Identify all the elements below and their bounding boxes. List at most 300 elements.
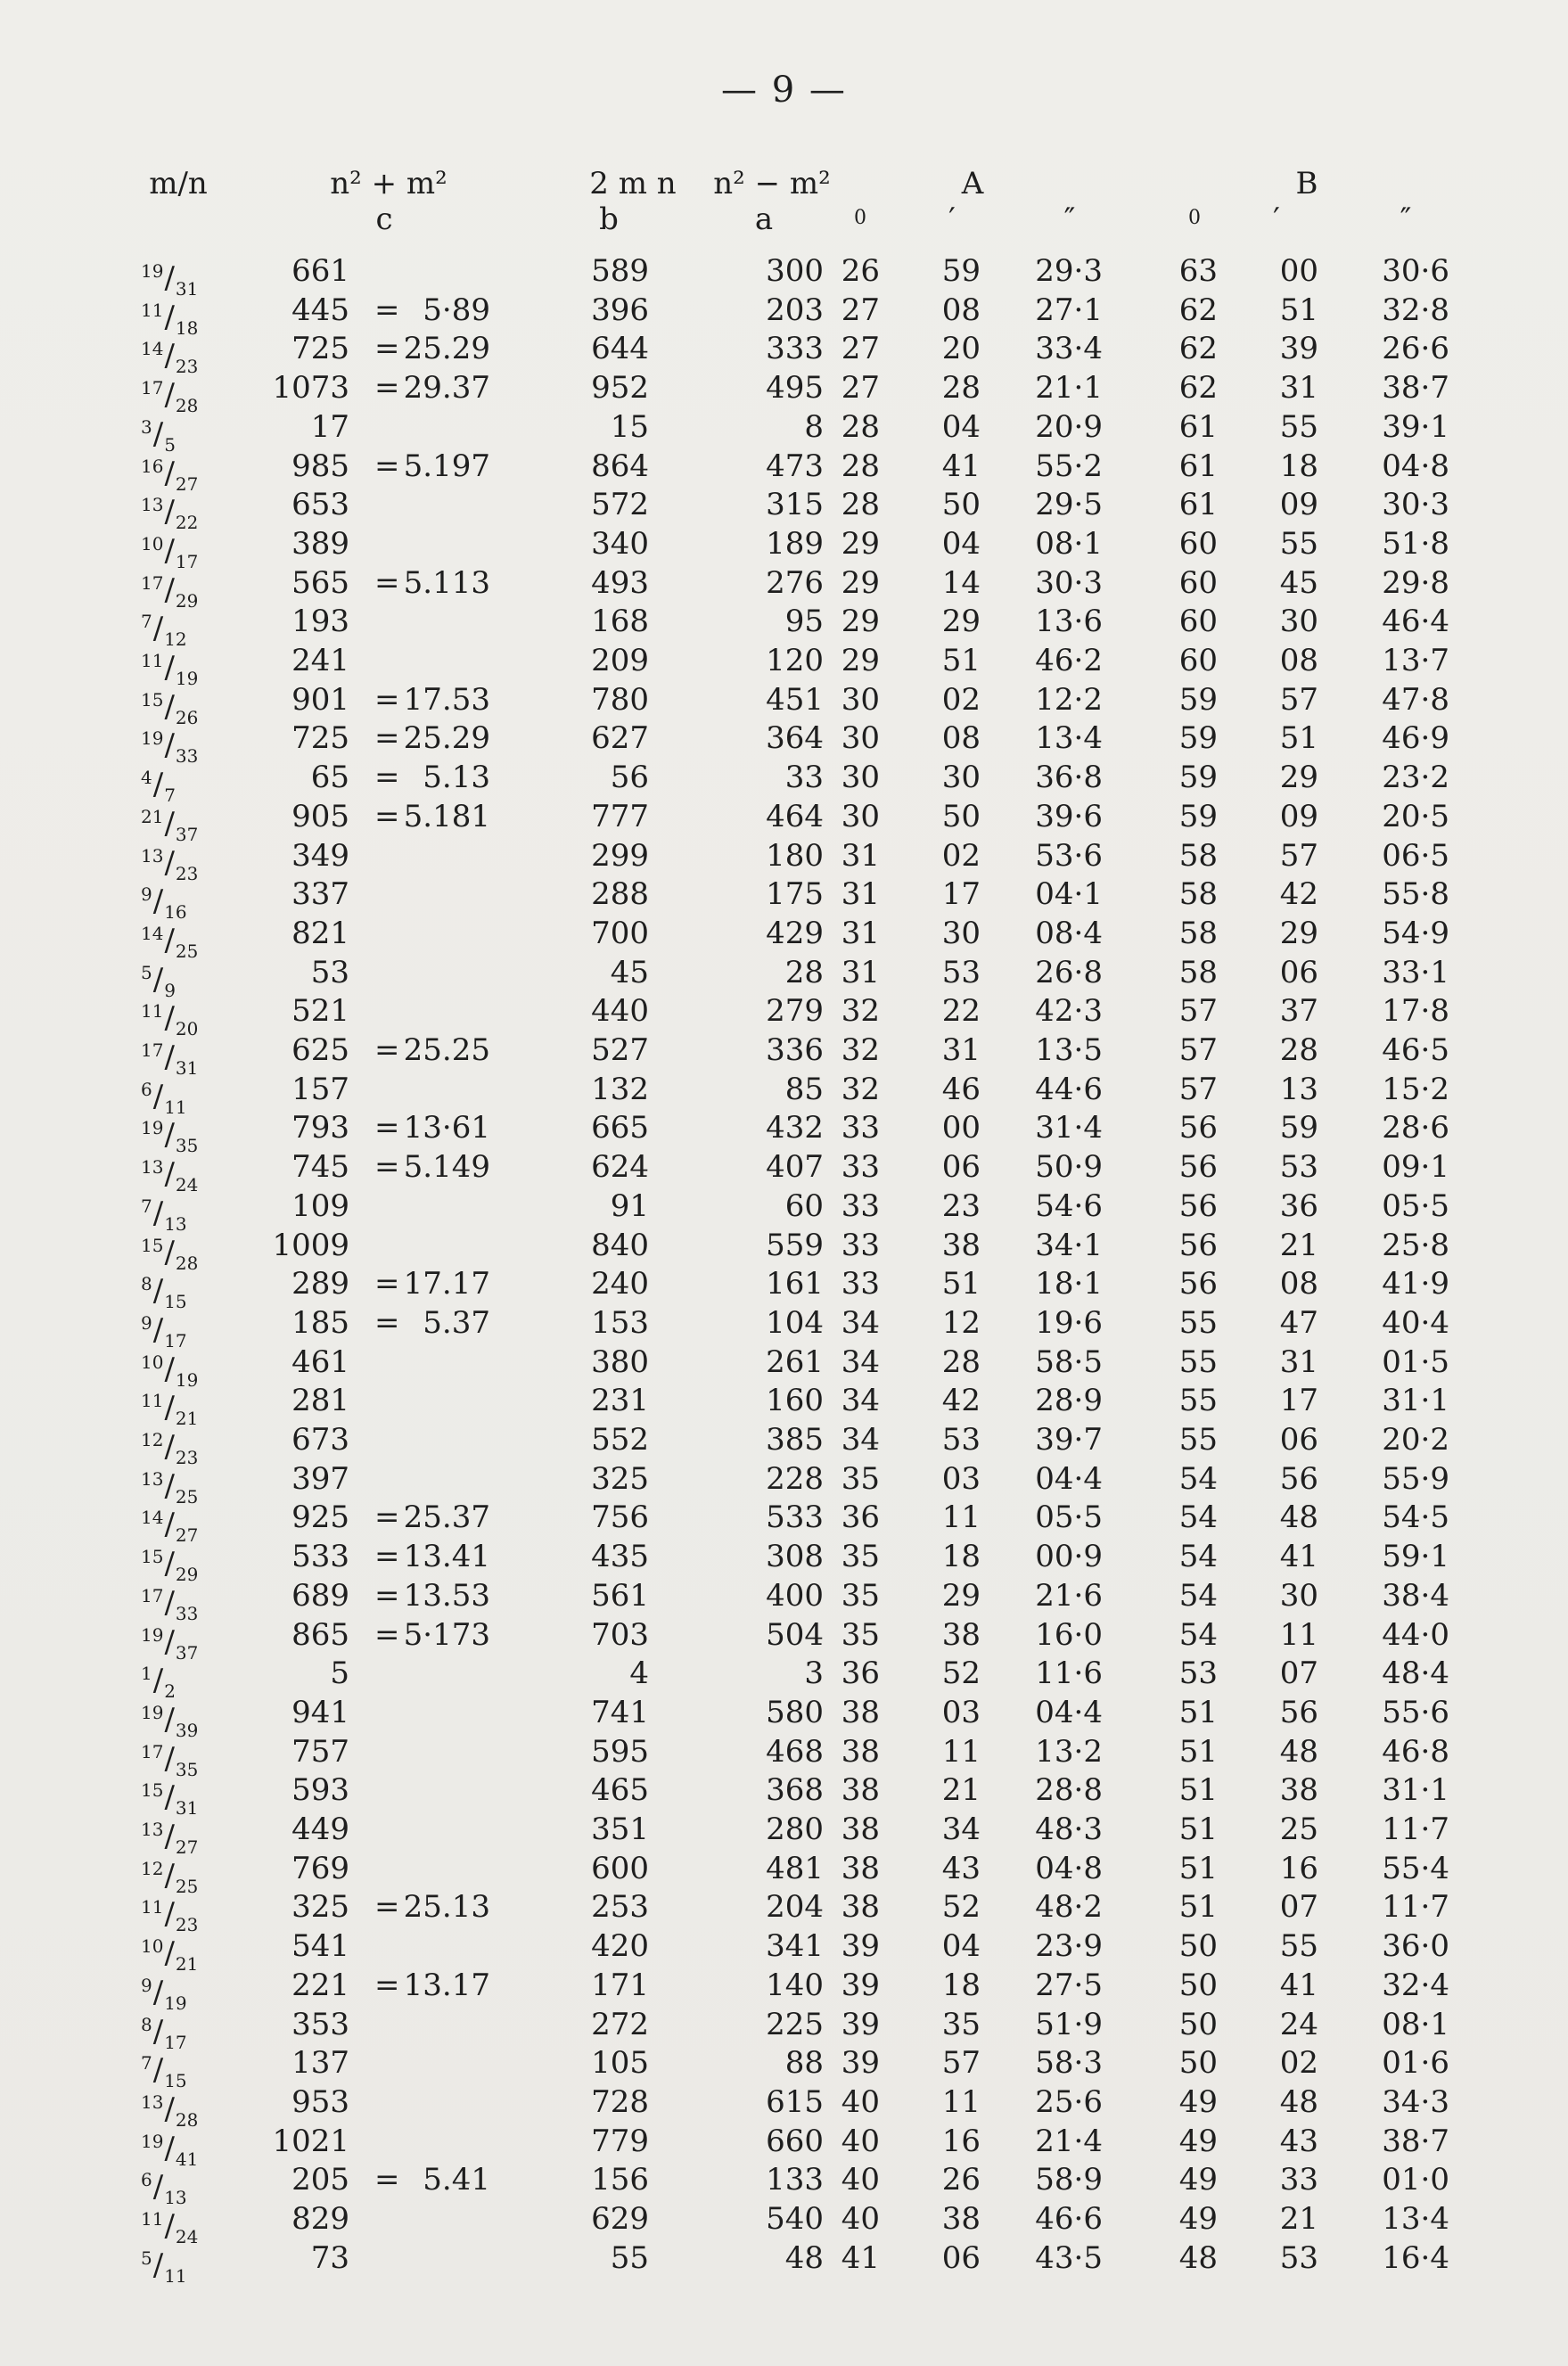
cell-b-minutes: 11 xyxy=(1279,1616,1318,1653)
cell-fraction: $^{15}/_{31}$ xyxy=(141,1779,199,1820)
cell-a: 407 xyxy=(766,1149,824,1186)
table-row xyxy=(0,1887,1568,1936)
cell-b-minutes: 57 xyxy=(1279,837,1318,874)
cell-b: 299 xyxy=(591,837,649,874)
cell-eq: = xyxy=(374,1539,400,1575)
header-angle-a: A xyxy=(961,166,984,201)
cell-b-degrees: 49 xyxy=(1178,2162,1218,2198)
cell-a-seconds: 13·4 xyxy=(1035,720,1103,757)
cell-b-minutes: 55 xyxy=(1279,408,1318,445)
cell-a: 204 xyxy=(766,1889,824,1926)
table-row xyxy=(0,2043,1568,2092)
cell-a-minutes: 29 xyxy=(941,604,981,640)
cell-a-degrees: 27 xyxy=(841,370,880,407)
cell-b: 527 xyxy=(591,1032,649,1068)
cell-c: 337 xyxy=(291,876,349,913)
cell-c: 829 xyxy=(291,2201,349,2237)
cell-c: 925 xyxy=(291,1499,349,1536)
cell-fraction: $^{15}/_{26}$ xyxy=(141,688,199,728)
cell-c: 689 xyxy=(291,1577,349,1614)
cell-b: 91 xyxy=(610,1187,649,1224)
cell-a: 315 xyxy=(766,487,824,523)
table-row xyxy=(0,1343,1568,1391)
cell-fraction: $^{12}/_{25}$ xyxy=(141,1857,199,1897)
cell-b-degrees: 62 xyxy=(1178,331,1218,367)
cell-a-seconds: 08·1 xyxy=(1035,525,1103,562)
cell-c: 1073 xyxy=(272,370,349,407)
cell-b: 153 xyxy=(591,1304,649,1341)
cell-a-minutes: 08 xyxy=(941,292,981,328)
cell-c: 661 xyxy=(291,253,349,289)
cell-a-seconds: 04·1 xyxy=(1035,876,1103,913)
cell-a-minutes: 11 xyxy=(941,1733,981,1770)
cell-fraction: $^{11}/_{21}$ xyxy=(141,1390,199,1430)
table-row xyxy=(0,1381,1568,1430)
cell-b-degrees: 54 xyxy=(1178,1460,1218,1497)
cell-a-seconds: 54·6 xyxy=(1035,1187,1103,1224)
cell-a-degrees: 38 xyxy=(841,1811,880,1847)
table-row xyxy=(0,991,1568,1040)
cell-a-seconds: 18·1 xyxy=(1035,1266,1103,1302)
table-row xyxy=(0,1537,1568,1586)
cell-b-seconds: 15·2 xyxy=(1382,1071,1449,1107)
cell-eq-value: 5.149 xyxy=(403,1149,490,1186)
cell-b-seconds: 13·7 xyxy=(1382,643,1449,678)
cell-eq: = xyxy=(374,681,400,718)
cell-a: 95 xyxy=(784,604,824,640)
cell-a: 400 xyxy=(766,1577,824,1614)
table-row xyxy=(0,719,1568,768)
cell-eq: = xyxy=(374,1304,400,1341)
cell-b-degrees: 59 xyxy=(1178,760,1218,796)
cell-a-degrees: 38 xyxy=(841,1850,880,1886)
cell-b-degrees: 59 xyxy=(1178,798,1218,834)
cell-a-seconds: 39·6 xyxy=(1035,798,1103,834)
cell-a-seconds: 27·1 xyxy=(1035,292,1103,328)
cell-b-degrees: 56 xyxy=(1178,1187,1218,1224)
cell-b-seconds: 55·6 xyxy=(1382,1694,1449,1730)
cell-b-minutes: 13 xyxy=(1279,1071,1318,1107)
cell-fraction: $^{19}/_{39}$ xyxy=(141,1701,199,1741)
cell-b: 561 xyxy=(591,1577,649,1614)
cell-a-degrees: 26 xyxy=(841,253,880,289)
cell-fraction: $^{13}/_{25}$ xyxy=(141,1467,199,1508)
cell-b-seconds: 05·5 xyxy=(1382,1187,1449,1224)
table-row xyxy=(0,524,1568,572)
cell-b: 4 xyxy=(629,1655,649,1692)
cell-c: 725 xyxy=(291,331,349,367)
cell-fraction: $^{11}/_{19}$ xyxy=(141,650,199,689)
table-header-row xyxy=(0,166,1568,205)
cell-a-degrees: 39 xyxy=(841,2006,880,2042)
table-row xyxy=(0,1070,1568,1118)
cell-a-degrees: 40 xyxy=(841,2083,880,2120)
cell-a-degrees: 34 xyxy=(841,1383,880,1419)
cell-a: 451 xyxy=(766,681,824,718)
cell-c: 281 xyxy=(291,1383,349,1419)
cell-b-degrees: 55 xyxy=(1178,1422,1218,1458)
cell-c: 325 xyxy=(291,1889,349,1926)
cell-a-minutes: 30 xyxy=(941,915,981,951)
subheader-b-degrees: 0 xyxy=(1188,207,1201,229)
cell-eq-value: 29.37 xyxy=(403,370,490,407)
cell-c: 941 xyxy=(291,1694,349,1730)
cell-a: 660 xyxy=(766,2123,824,2159)
cell-a-minutes: 04 xyxy=(941,408,981,445)
table-row xyxy=(0,1576,1568,1624)
cell-b-minutes: 41 xyxy=(1279,1967,1318,2003)
cell-a-minutes: 34 xyxy=(941,1811,981,1847)
cell-a-seconds: 43·5 xyxy=(1035,2239,1103,2276)
table-row xyxy=(0,953,1568,1001)
cell-fraction: $^{10}/_{19}$ xyxy=(141,1351,199,1391)
cell-b-minutes: 41 xyxy=(1279,1539,1318,1575)
cell-b-seconds: 06·5 xyxy=(1382,837,1449,874)
cell-a-minutes: 20 xyxy=(941,331,981,367)
cell-c: 449 xyxy=(291,1811,349,1847)
cell-b-minutes: 55 xyxy=(1279,525,1318,562)
cell-a-seconds: 31·4 xyxy=(1035,1110,1103,1146)
cell-b-seconds: 41·9 xyxy=(1382,1266,1449,1302)
cell-b-seconds: 46·5 xyxy=(1382,1032,1449,1068)
cell-b-seconds: 38·7 xyxy=(1382,370,1449,407)
cell-c: 289 xyxy=(291,1266,349,1302)
cell-a-minutes: 11 xyxy=(941,2083,981,2120)
cell-a-minutes: 00 xyxy=(941,1110,981,1146)
cell-b-seconds: 55·8 xyxy=(1382,876,1449,913)
cell-b: 600 xyxy=(591,1850,649,1886)
cell-a-seconds: 08·4 xyxy=(1035,915,1103,951)
table-row xyxy=(0,2160,1568,2209)
cell-a-minutes: 52 xyxy=(941,1889,981,1926)
cell-a-seconds: 04·8 xyxy=(1035,1850,1103,1886)
cell-b-seconds: 59·1 xyxy=(1382,1539,1449,1575)
cell-a: 280 xyxy=(766,1811,824,1847)
cell-b: 288 xyxy=(591,876,649,913)
cell-eq-value: 5·89 xyxy=(423,292,490,328)
cell-b-minutes: 36 xyxy=(1279,1187,1318,1224)
cell-b: 440 xyxy=(591,993,649,1030)
cell-a: 203 xyxy=(766,292,824,328)
cell-fraction: $^4/_7$ xyxy=(141,767,176,807)
cell-c: 389 xyxy=(291,525,349,562)
cell-eq: = xyxy=(374,2162,400,2198)
cell-b-degrees: 55 xyxy=(1178,1304,1218,1341)
cell-b-degrees: 63 xyxy=(1178,253,1218,289)
cell-fraction: $^{13}/_{27}$ xyxy=(141,1819,199,1858)
cell-b: 340 xyxy=(591,525,649,562)
cell-a: 180 xyxy=(766,837,824,874)
cell-b: 168 xyxy=(591,604,649,640)
cell-a: 333 xyxy=(766,331,824,367)
header-b-expr: 2 m n xyxy=(589,166,677,201)
cell-b-minutes: 21 xyxy=(1279,1227,1318,1263)
table-row xyxy=(0,563,1568,612)
cell-b: 624 xyxy=(591,1149,649,1186)
cell-b-seconds: 33·1 xyxy=(1382,954,1449,990)
cell-b-seconds: 11·7 xyxy=(1382,1889,1449,1926)
cell-a-minutes: 06 xyxy=(941,2239,981,2276)
cell-b-degrees: 51 xyxy=(1178,1694,1218,1730)
table-row xyxy=(0,1459,1568,1508)
cell-fraction: $^{19}/_{37}$ xyxy=(141,1623,199,1664)
cell-b-degrees: 56 xyxy=(1178,1110,1218,1146)
cell-eq: = xyxy=(374,448,400,484)
cell-b-minutes: 08 xyxy=(1279,1266,1318,1302)
cell-fraction: $^{13}/_{24}$ xyxy=(141,1156,199,1196)
cell-a-degrees: 30 xyxy=(841,760,880,796)
cell-b-seconds: 47·8 xyxy=(1382,681,1449,718)
table-row xyxy=(0,1926,1568,1976)
cell-c: 953 xyxy=(291,2083,349,2120)
cell-fraction: $^{13}/_{22}$ xyxy=(141,494,199,534)
cell-fraction: $^6/_{13}$ xyxy=(141,2169,187,2209)
cell-a-seconds: 46·2 xyxy=(1035,643,1103,678)
cell-b: 171 xyxy=(591,1967,649,2003)
cell-b-seconds: 31·1 xyxy=(1382,1383,1449,1419)
cell-b: 952 xyxy=(591,370,649,407)
cell-a-seconds: 55·2 xyxy=(1035,448,1103,484)
cell-b-minutes: 16 xyxy=(1279,1850,1318,1886)
cell-a-seconds: 58·5 xyxy=(1035,1343,1103,1380)
cell-b-seconds: 38·7 xyxy=(1382,2123,1449,2159)
cell-a-degrees: 30 xyxy=(841,798,880,834)
cell-b-seconds: 29·8 xyxy=(1382,564,1449,601)
cell-eq: = xyxy=(374,1499,400,1536)
cell-a-minutes: 26 xyxy=(941,2162,981,2198)
cell-a-seconds: 11·6 xyxy=(1035,1655,1103,1692)
table-row xyxy=(0,1187,1568,1235)
cell-b-seconds: 34·3 xyxy=(1382,2083,1449,2120)
cell-a: 261 xyxy=(766,1343,824,1380)
cell-a-seconds: 13·5 xyxy=(1035,1032,1103,1068)
cell-eq-value: 5.181 xyxy=(403,798,490,834)
cell-a-minutes: 51 xyxy=(941,643,981,678)
cell-b: 209 xyxy=(591,643,649,678)
cell-b-degrees: 48 xyxy=(1178,2239,1218,2276)
cell-fraction: $^{17}/_{29}$ xyxy=(141,571,199,612)
table-row xyxy=(0,2239,1568,2287)
cell-b-minutes: 09 xyxy=(1279,487,1318,523)
cell-a-degrees: 32 xyxy=(841,1071,880,1107)
cell-a-seconds: 13·6 xyxy=(1035,604,1103,640)
table-row xyxy=(0,291,1568,339)
cell-a-seconds: 29·5 xyxy=(1035,487,1103,523)
cell-a: 429 xyxy=(766,915,824,951)
cell-b: 741 xyxy=(591,1694,649,1730)
cell-eq: = xyxy=(374,1967,400,2003)
cell-b-minutes: 31 xyxy=(1279,370,1318,407)
cell-a-seconds: 21·1 xyxy=(1035,370,1103,407)
cell-b: 231 xyxy=(591,1383,649,1419)
cell-a-seconds: 30·3 xyxy=(1035,564,1103,601)
cell-fraction: $^7/_{15}$ xyxy=(141,2052,187,2092)
cell-eq: = xyxy=(374,798,400,834)
cell-b: 465 xyxy=(591,1772,649,1809)
cell-a-minutes: 38 xyxy=(941,1227,981,1263)
cell-fraction: $^{19}/_{33}$ xyxy=(141,727,199,768)
cell-a: 88 xyxy=(784,2045,824,2082)
cell-b-degrees: 59 xyxy=(1178,720,1218,757)
cell-a-minutes: 14 xyxy=(941,564,981,601)
cell-a: 279 xyxy=(766,993,824,1030)
cell-c: 5 xyxy=(330,1655,349,1692)
cell-a: 120 xyxy=(766,643,824,678)
cell-b-degrees: 60 xyxy=(1178,564,1218,601)
cell-a: 464 xyxy=(766,798,824,834)
cell-a-degrees: 33 xyxy=(841,1187,880,1224)
cell-eq-value: 5.41 xyxy=(423,2162,490,2198)
cell-b-minutes: 45 xyxy=(1279,564,1318,601)
cell-b: 779 xyxy=(591,2123,649,2159)
cell-c: 157 xyxy=(291,1071,349,1107)
cell-a-degrees: 39 xyxy=(841,1967,880,2003)
subheader-a-minutes: ′ xyxy=(948,201,956,237)
cell-a-degrees: 33 xyxy=(841,1110,880,1146)
cell-a-minutes: 21 xyxy=(941,1772,981,1809)
table-row xyxy=(0,602,1568,651)
cell-a-minutes: 12 xyxy=(941,1304,981,1341)
cell-fraction: $^{11}/_{24}$ xyxy=(141,2208,199,2247)
table-row xyxy=(0,1303,1568,1351)
cell-eq-value: 5.197 xyxy=(403,448,490,484)
cell-b-minutes: 59 xyxy=(1279,1110,1318,1146)
cell-eq-value: 25.37 xyxy=(403,1499,490,1536)
cell-fraction: $^{10}/_{17}$ xyxy=(141,532,199,572)
cell-a-minutes: 53 xyxy=(941,1422,981,1458)
cell-eq: = xyxy=(374,760,400,796)
cell-a-seconds: 21·6 xyxy=(1035,1577,1103,1614)
cell-a-seconds: 44·6 xyxy=(1035,1071,1103,1107)
cell-a-degrees: 29 xyxy=(841,643,880,678)
table-row xyxy=(0,758,1568,807)
cell-b: 780 xyxy=(591,681,649,718)
cell-eq-value: 5.13 xyxy=(423,760,490,796)
table-row xyxy=(0,836,1568,884)
cell-eq-value: 13.17 xyxy=(403,1967,490,2003)
cell-b-degrees: 56 xyxy=(1178,1227,1218,1263)
cell-a-degrees: 28 xyxy=(841,408,880,445)
cell-eq: = xyxy=(374,292,400,328)
cell-fraction: $^6/_{11}$ xyxy=(141,1078,187,1118)
cell-a-minutes: 04 xyxy=(941,525,981,562)
cell-a-degrees: 36 xyxy=(841,1655,880,1692)
cell-eq: = xyxy=(374,1110,400,1146)
cell-a-minutes: 43 xyxy=(941,1850,981,1886)
page-number: — 9 — xyxy=(721,70,847,111)
table-row xyxy=(0,1732,1568,1780)
cell-a-seconds: 36·8 xyxy=(1035,760,1103,796)
cell-a: 228 xyxy=(766,1460,824,1497)
cell-b-minutes: 06 xyxy=(1279,1422,1318,1458)
cell-a-degrees: 38 xyxy=(841,1694,880,1730)
cell-a-minutes: 29 xyxy=(941,1577,981,1614)
cell-a-minutes: 59 xyxy=(941,253,981,289)
cell-a-seconds: 50·9 xyxy=(1035,1149,1103,1186)
cell-b-seconds: 16·4 xyxy=(1382,2239,1449,2276)
cell-b-seconds: 39·1 xyxy=(1382,408,1449,445)
cell-b-minutes: 24 xyxy=(1279,2006,1318,2042)
cell-b-minutes: 51 xyxy=(1279,720,1318,757)
cell-b-minutes: 18 xyxy=(1279,448,1318,484)
cell-a-degrees: 38 xyxy=(841,1772,880,1809)
cell-a-degrees: 35 xyxy=(841,1616,880,1653)
cell-a-degrees: 35 xyxy=(841,1539,880,1575)
cell-b-degrees: 62 xyxy=(1178,370,1218,407)
cell-c: 1021 xyxy=(272,2123,349,2159)
cell-a-degrees: 31 xyxy=(841,915,880,951)
cell-b-degrees: 62 xyxy=(1178,292,1218,328)
cell-c: 65 xyxy=(310,760,349,796)
cell-b-minutes: 30 xyxy=(1279,1577,1318,1614)
cell-c: 521 xyxy=(291,993,349,1030)
cell-b-seconds: 04·8 xyxy=(1382,448,1449,484)
cell-b-minutes: 55 xyxy=(1279,1928,1318,1965)
cell-c: 901 xyxy=(291,681,349,718)
cell-eq: = xyxy=(374,1616,400,1653)
cell-b: 272 xyxy=(591,2006,649,2042)
cell-c: 221 xyxy=(291,1967,349,2003)
cell-a-seconds: 05·5 xyxy=(1035,1499,1103,1536)
cell-eq: = xyxy=(374,1032,400,1068)
cell-fraction: $^3/_5$ xyxy=(141,415,176,456)
cell-b-degrees: 61 xyxy=(1178,448,1218,484)
cell-a: 559 xyxy=(766,1227,824,1263)
cell-a-seconds: 04·4 xyxy=(1035,1460,1103,1497)
cell-b-degrees: 55 xyxy=(1178,1383,1218,1419)
cell-b-seconds: 25·8 xyxy=(1382,1227,1449,1263)
cell-a: 33 xyxy=(784,760,824,796)
cell-b-degrees: 51 xyxy=(1178,1889,1218,1926)
table-row xyxy=(0,1498,1568,1547)
cell-fraction: $^8/_{17}$ xyxy=(141,2013,187,2053)
cell-b-seconds: 08·1 xyxy=(1382,2006,1449,2042)
cell-a-minutes: 17 xyxy=(941,876,981,913)
cell-c: 905 xyxy=(291,798,349,834)
cell-c: 565 xyxy=(291,564,349,601)
cell-a-degrees: 34 xyxy=(841,1304,880,1341)
cell-c: 397 xyxy=(291,1460,349,1497)
cell-b-seconds: 11·7 xyxy=(1382,1811,1449,1847)
cell-a: 481 xyxy=(766,1850,824,1886)
cell-b-degrees: 51 xyxy=(1178,1733,1218,1770)
cell-b-seconds: 38·4 xyxy=(1382,1577,1449,1614)
cell-b-seconds: 55·4 xyxy=(1382,1850,1449,1886)
cell-fraction: $^{11}/_{18}$ xyxy=(141,299,199,339)
cell-b-degrees: 49 xyxy=(1178,2123,1218,2159)
cell-b-degrees: 56 xyxy=(1178,1149,1218,1186)
cell-a-degrees: 35 xyxy=(841,1460,880,1497)
cell-c: 109 xyxy=(291,1187,349,1224)
cell-b: 665 xyxy=(591,1110,649,1146)
cell-b: 105 xyxy=(591,2045,649,2082)
cell-eq: = xyxy=(374,331,400,367)
cell-fraction: $^9/_{16}$ xyxy=(141,883,187,924)
cell-a-seconds: 58·3 xyxy=(1035,2045,1103,2082)
cell-a-seconds: 48·2 xyxy=(1035,1889,1103,1926)
cell-b-degrees: 54 xyxy=(1178,1616,1218,1653)
cell-c: 985 xyxy=(291,448,349,484)
cell-eq: = xyxy=(374,1149,400,1186)
cell-a-degrees: 33 xyxy=(841,1227,880,1263)
cell-fraction: $^9/_{17}$ xyxy=(141,1311,187,1351)
table-row xyxy=(0,1108,1568,1157)
cell-c: 205 xyxy=(291,2162,349,2198)
cell-a-seconds: 51·9 xyxy=(1035,2006,1103,2042)
cell-a-seconds: 58·9 xyxy=(1035,2162,1103,2198)
cell-a: 341 xyxy=(766,1928,824,1965)
cell-a: 385 xyxy=(766,1422,824,1458)
